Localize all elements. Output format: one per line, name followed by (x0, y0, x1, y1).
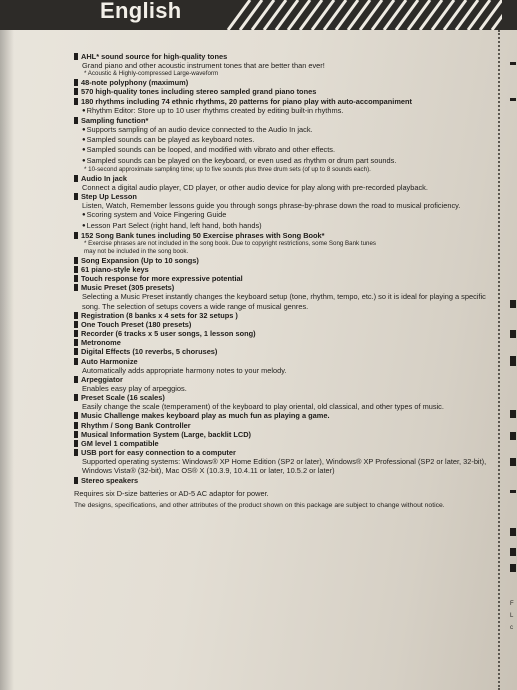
feature-heading: Digital Effects (10 reverbs, 5 choruses) (74, 347, 494, 356)
edge-mark (510, 458, 516, 466)
feature-item (74, 78, 494, 87)
feature-heading: 570 high-quality tones including stereo sampled grand piano tones (74, 87, 494, 96)
feature-heading: Song Expansion (Up to 10 songs) (74, 256, 494, 265)
feature-note: * Exercise phrases are not included in the song book. Due to copyright restrictions, some Song Bank tunes (84, 239, 377, 247)
edge-mark (510, 528, 516, 536)
feature-note: may not be included in the song book. (84, 247, 189, 255)
feature-heading: Metronome (74, 338, 494, 347)
feature-description: Listen, Watch, Remember lessons guide you through songs phrase-by-phrase down the road to musical proficiency. (82, 201, 461, 211)
feature-item (74, 231, 494, 256)
feature-bullet: ● Sampled sounds can be looped, and modified with vibrato and other effects. (74, 145, 494, 155)
disclaimer: The designs, specifications, and other attributes of the product shown on this package are subject to change without notice. (74, 501, 445, 509)
edge-mark (510, 356, 516, 366)
feature-heading: Music Preset (305 presets) (74, 283, 494, 292)
edge-mark (510, 548, 516, 556)
feature-heading: Musical Information System (Large, backlit LCD) (74, 430, 494, 439)
feature-item (74, 116, 494, 174)
feature-bullet: ● Scoring system and Voice Fingering Guide (74, 210, 494, 220)
edge-letters (510, 598, 514, 634)
feature-item (74, 347, 494, 356)
feature-item (74, 174, 494, 192)
feature-description: Enables easy play of arpeggios. (82, 384, 187, 393)
feature-description: Supported operating systems: Windows® XP Home Edition (SP2 or later), Windows® XP Professional (SP2 or later, 32-bit), Windows Vista® (32-bit), Mac OS® X (10.3.9, 10.4.11 or later, 10.5.2 or later) (82, 457, 487, 476)
edge-mark (510, 410, 516, 418)
feature-heading: Sampling function* (74, 116, 494, 125)
edge-letter: c (510, 625, 513, 631)
feature-heading: Step Up Lesson (74, 192, 494, 201)
feature-heading: Preset Scale (16 scales) (74, 393, 494, 402)
feature-heading: Auto Harmonize (74, 357, 494, 366)
feature-heading: Registration (8 banks x 4 sets for 32 setups ) (74, 311, 494, 320)
feature-item (74, 311, 494, 320)
feature-note: * Acoustic & Highly-compressed Large-waveform (84, 70, 219, 78)
perforation-line (498, 30, 500, 690)
language-header (0, 0, 517, 30)
feature-item (74, 283, 494, 310)
feature-description: Automatically adds appropriate harmony notes to your melody. (82, 365, 287, 375)
feature-list (74, 52, 494, 510)
feature-bullet: ● Supports sampling of an audio device connected to the Audio In jack. (74, 125, 494, 135)
feature-item (74, 256, 494, 265)
feature-item (74, 320, 494, 329)
fold-shadow (0, 0, 14, 690)
feature-heading: 152 Song Bank tunes including 50 Exercise phrases with Song Book* (74, 231, 494, 240)
feature-heading: 48-note polyphony (maximum) (74, 78, 494, 87)
feature-item (74, 375, 494, 393)
feature-item (74, 393, 494, 411)
feature-item (74, 97, 494, 116)
feature-heading: Rhythm / Song Bank Controller (74, 421, 494, 430)
feature-item (74, 476, 494, 485)
feature-heading: GM level 1 compatible (74, 439, 494, 448)
feature-description: Grand piano and other acoustic instrument tones that are better than ever! (82, 61, 325, 71)
feature-heading: Audio In jack (74, 174, 494, 183)
feature-heading: Recorder (6 tracks x 5 user songs, 1 lesson song) (74, 329, 494, 338)
edge-mark (510, 98, 516, 101)
feature-bullet: ● Lesson Part Select (right hand, left hand, both hands) (74, 221, 494, 231)
edge-mark (510, 564, 516, 572)
feature-description: Selecting a Music Preset instantly changes the keyboard setup (tone, rhythm, tempo, etc.) so it is ideal for playing a specific song. The selection of setups covers a wide range of musical genres. (82, 292, 486, 311)
edge-letter: F (510, 601, 514, 607)
feature-heading: AHL* sound source for high-quality tones (74, 52, 494, 61)
footer (74, 489, 494, 510)
feature-heading: 61 piano-style keys (74, 265, 494, 274)
feature-heading: Touch response for more expressive potential (74, 274, 494, 283)
feature-item (74, 274, 494, 283)
feature-item (74, 439, 494, 448)
feature-note: * 10-second approximate sampling time; up to five sounds plus three drum sets (of up to 8 sounds each). (84, 165, 371, 173)
feature-item (74, 357, 494, 375)
feature-heading: One Touch Preset (180 presets) (74, 320, 494, 329)
feature-description: Easily change the scale (temperament) of the keyboard to play oriental, old classical, and other types of music. (82, 402, 444, 412)
feature-bullet: ● Rhythm Editor: Store up to 10 user rhythms created by editing built-in rhythms. (74, 106, 494, 116)
edge-mark (510, 490, 516, 493)
feature-item (74, 338, 494, 347)
header-title: English (100, 0, 182, 23)
feature-heading: Arpeggiator (74, 375, 494, 384)
feature-heading: USB port for easy connection to a computer (74, 448, 494, 457)
feature-item (74, 421, 494, 430)
feature-item (74, 87, 494, 96)
feature-item (74, 265, 494, 274)
feature-item (74, 192, 494, 231)
hatch-pattern (222, 0, 502, 30)
feature-heading: 180 rhythms including 74 ethnic rhythms, 20 patterns for piano play with auto-accompaniment (74, 97, 494, 106)
feature-item (74, 52, 494, 78)
feature-heading: Stereo speakers (74, 476, 494, 485)
feature-item (74, 430, 494, 439)
edge-mark (510, 62, 516, 65)
feature-bullet: ● Sampled sounds can be played on the keyboard, or even used as rhythm or drum part sounds. (74, 156, 494, 166)
feature-item (74, 448, 494, 475)
edge-letter: L (510, 613, 514, 619)
edge-marks (508, 0, 517, 690)
feature-heading: Music Challenge makes keyboard play as much fun as playing a game. (74, 411, 494, 420)
feature-bullet: ● Sampled sounds can be played as keyboard notes. (74, 135, 494, 145)
edge-mark (510, 432, 516, 440)
power-requirement: Requires six D-size batteries or AD-5 AC adaptor for power. (74, 488, 269, 498)
feature-item (74, 329, 494, 338)
feature-item (74, 411, 494, 420)
edge-mark (510, 330, 516, 338)
edge-mark (510, 300, 516, 308)
feature-description: Connect a digital audio player, CD player, or other audio device for play along with pre-recorded playback. (82, 182, 428, 192)
